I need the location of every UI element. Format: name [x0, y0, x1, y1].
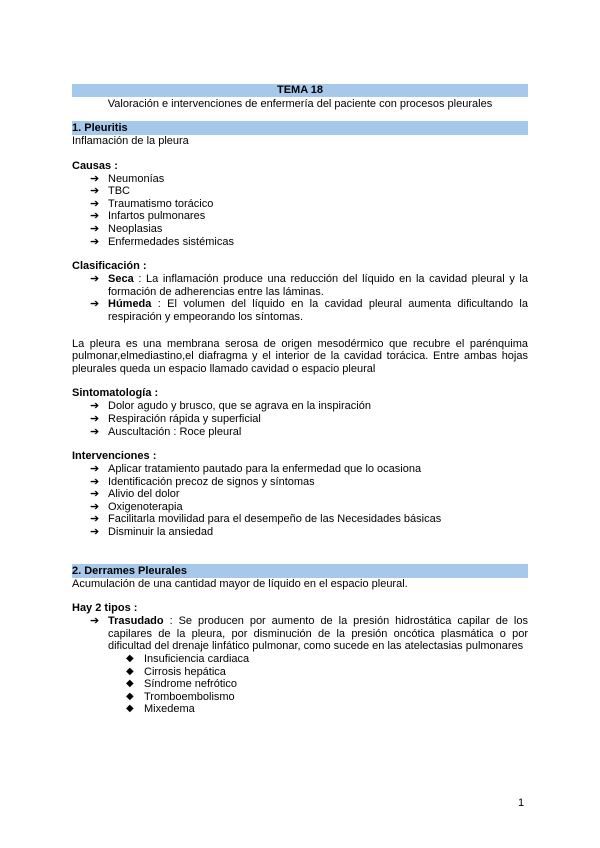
list-item: ➔ TBC: [90, 185, 130, 198]
list-item: ◆ Insuficiencia cardiaca: [126, 653, 250, 666]
list-item: ◆ Tromboembolismo: [126, 690, 235, 703]
list-item: ➔ Trasudado : Se producen por aumento de la presión hidrostática capilar de los capilares de la pleura, por disminución de la presión oncótica plasmática o por dificultad del drenaje linfático pulmonar, como sucede en las atelectasias pulmonares: [90, 615, 528, 653]
arrow-icon: ➔: [90, 500, 100, 513]
arrow-icon: ➔: [90, 185, 100, 198]
arrow-icon: ➔: [90, 526, 100, 539]
list-item: ➔ Neoplasias: [90, 222, 163, 235]
diamond-bullet-icon: ◆: [126, 678, 134, 690]
sintomatologia-list: [72, 400, 528, 438]
arrow-icon: ➔: [90, 400, 100, 413]
section-derrames-heading: 2. Derrames Pleurales: [72, 564, 528, 578]
page-number: 1: [518, 797, 525, 809]
list-item: ➔ Respiración rápida y superficial: [90, 412, 261, 425]
list-item: ➔ Alivio del dolor: [90, 488, 180, 501]
tipos-list: [72, 615, 528, 653]
arrow-icon: ➔: [90, 463, 100, 476]
list-item: ➔ Infartos pulmonares: [90, 210, 206, 223]
list-item: ➔ Neumonías: [90, 172, 165, 185]
arrow-icon: ➔: [90, 235, 100, 248]
list-item: ◆ Cirrosis hepática: [126, 665, 226, 678]
diamond-bullet-icon: ◆: [126, 653, 134, 665]
list-item: ➔ Oxigenoterapia: [90, 500, 183, 513]
list-item: ➔ Dolor agudo y brusco, que se agrava en la inspiración: [90, 400, 371, 413]
intervenciones-list: [72, 463, 528, 539]
arrow-icon: ➔: [90, 197, 100, 210]
tipos-heading: Hay 2 tipos :: [72, 602, 138, 615]
list-item: ➔ Auscultación : Roce pleural: [90, 425, 242, 438]
arrow-icon: ➔: [90, 412, 100, 425]
list-item: ➔ Enfermedades sistémicas: [90, 235, 234, 248]
list-item: ➔ Traumatismo torácico: [90, 197, 214, 210]
list-item: ➔ Húmeda : El volumen del líquido en la cavidad pleural aumenta dificultando la respiración y empeorando los síntomas.: [90, 298, 528, 323]
clasificacion-heading: Clasificación :: [72, 260, 147, 273]
arrow-icon: ➔: [90, 425, 100, 438]
list-item: ➔ Disminuir la ansiedad: [90, 526, 214, 539]
causas-list: [72, 173, 528, 249]
document-subtitle: Valoración e intervenciones de enfermería del paciente con procesos pleurales: [107, 98, 493, 110]
list-item: ◆ Mixedema: [126, 703, 195, 716]
arrow-icon: ➔: [90, 475, 100, 488]
arrow-icon: ➔: [90, 210, 100, 223]
arrow-icon: ➔: [90, 488, 100, 501]
pleura-paragraph: La pleura es una membrana serosa de origen mesodérmico que recubre el parénquima pulmonar,elmediastino,el diafragma y el interior de la cavidad torácica. Entre ambas hojas pleurales queda un espacio llamado cavidad o espacio pleural: [72, 337, 528, 375]
causas-heading: Causas :: [72, 159, 118, 172]
diamond-bullet-icon: ◆: [126, 703, 134, 715]
arrow-icon: ➔: [90, 513, 100, 526]
list-item: ◆ Síndrome nefrótico: [126, 678, 237, 691]
section-pleuritis-heading: 1. Pleuritis: [72, 121, 528, 135]
derrames-definition: Acumulación de una cantidad mayor de líquido en el espacio pleural.: [72, 577, 408, 590]
diamond-bullet-icon: ◆: [126, 665, 134, 677]
intervenciones-heading: Intervenciones :: [72, 450, 157, 463]
trasudado-causes-list: [72, 653, 528, 716]
list-item: ➔ Identificación precoz de signos y síntomas: [90, 475, 315, 488]
pleuritis-definition: Inflamación de la pleura: [72, 135, 189, 147]
document-title: TEMA 18: [72, 84, 528, 97]
clasificacion-list: [72, 273, 528, 323]
arrow-icon: ➔: [90, 222, 100, 235]
arrow-icon: ➔: [90, 172, 100, 185]
list-item: ➔ Aplicar tratamiento pautado para la enfermedad que lo ocasiona: [90, 463, 422, 476]
arrow-icon: ➔: [90, 273, 100, 286]
list-item: ➔ Seca : La inflamación produce una reducción del líquido en la cavidad pleural y la formación de adherencias entre las láminas.: [90, 273, 528, 298]
diamond-bullet-icon: ◆: [126, 690, 134, 702]
list-item: ➔ Facilitarla movilidad para el desempeño de las Necesidades básicas: [90, 513, 442, 526]
arrow-icon: ➔: [90, 298, 100, 311]
document-page: [72, 84, 528, 716]
arrow-icon: ➔: [90, 615, 100, 628]
sintomatologia-heading: Sintomatología :: [72, 387, 159, 400]
